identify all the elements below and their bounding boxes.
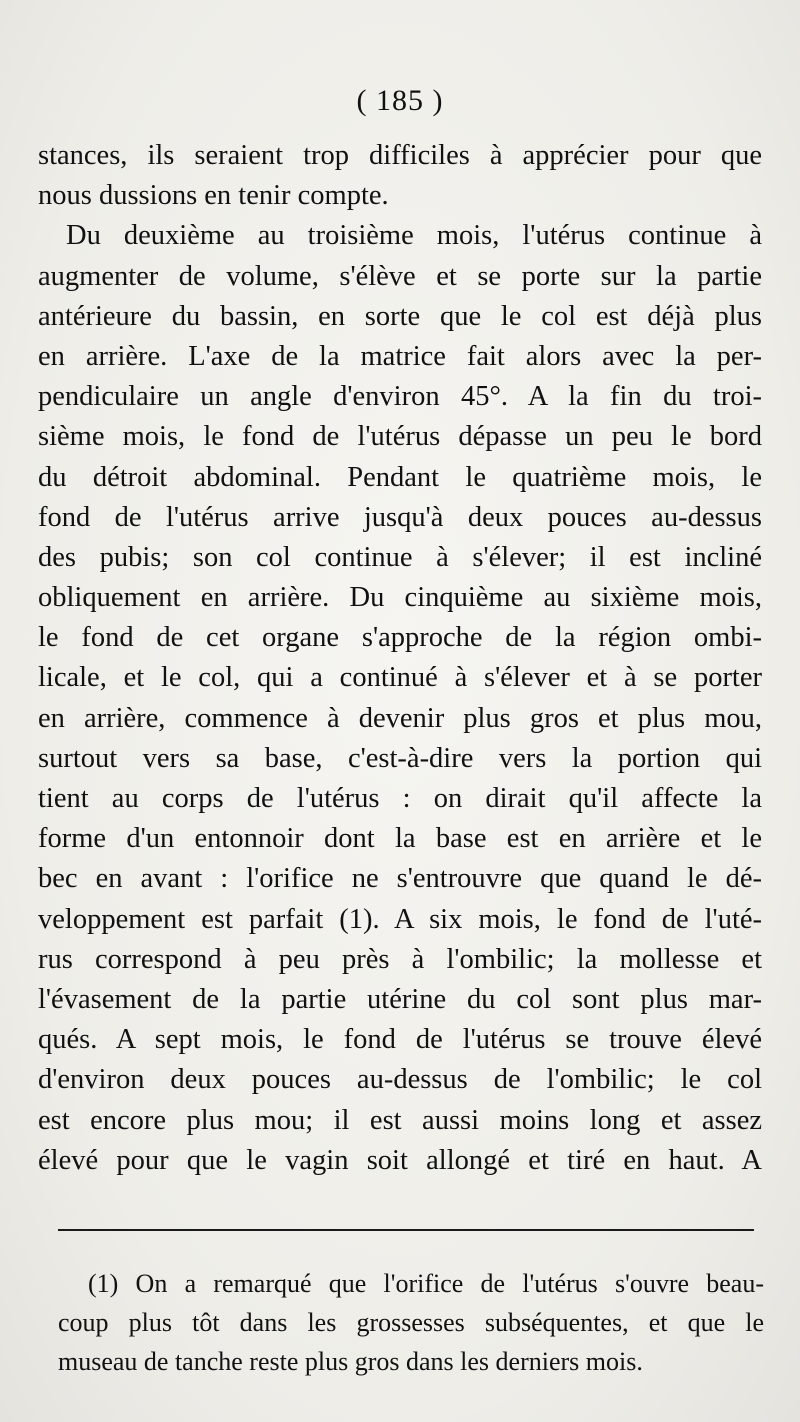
text-line: sième mois, le fond de l'utérus dépasse un peu le bord — [38, 421, 762, 453]
text-line: veloppement est parfait (1). A six mois, le fond de l'uté- — [38, 903, 762, 935]
text-line: antérieure du bassin, en sorte que le col est déjà plus — [38, 300, 762, 332]
text-line: obliquement en arrière. Du cinquième au sixième mois, — [38, 582, 762, 614]
footnote-line: (1) On a remarqué que l'orifice de l'utérus s'ouvre beau- — [88, 1269, 764, 1298]
text-line: l'évasement de la partie utérine du col sont plus mar- — [38, 983, 762, 1015]
text-line: augmenter de volume, s'élève et se porte sur la partie — [38, 260, 762, 292]
text-line: du détroit abdominal. Pendant le quatrième mois, le — [38, 461, 762, 493]
main-text — [38, 136, 762, 1181]
text-line: est encore plus mou; il est aussi moins long et assez — [38, 1104, 762, 1136]
text-line: des pubis; son col continue à s'élever; il est incliné — [38, 541, 762, 573]
text-line: le fond de cet organe s'approche de la région ombi- — [38, 622, 762, 654]
text-line: qués. A sept mois, le fond de l'utérus se trouve élevé — [38, 1024, 762, 1056]
text-line: d'environ deux pouces au-dessus de l'ombilic; le col — [38, 1064, 762, 1096]
text-line: pendiculaire un angle d'environ 45°. A la fin du troi- — [38, 381, 762, 413]
text-line: tient au corps de l'utérus : on dirait qu'il affecte la — [38, 783, 762, 814]
footnote-line: museau de tanche reste plus gros dans les derniers mois. — [58, 1347, 643, 1376]
text-line: fond de l'utérus arrive jusqu'à deux pouces au-dessus — [38, 501, 762, 533]
footnote — [58, 1264, 764, 1381]
footnote-line: coup plus tôt dans les grossesses subséquentes, et que le — [58, 1308, 764, 1337]
text-line: bec en avant : l'orifice ne s'entrouvre que quand le dé- — [38, 863, 762, 895]
text-line: Du deuxième au troisième mois, l'utérus continue à — [66, 220, 762, 252]
text-line: en arrière, commence à devenir plus gros et plus mou, — [38, 702, 762, 734]
text-line: licale, et le col, qui a continué à s'élever et à se porter — [38, 662, 762, 694]
text-line: forme d'un entonnoir dont la base est en arrière et le — [38, 823, 762, 855]
text-line: élevé pour que le vagin soit allongé et tiré en haut. A — [38, 1144, 762, 1176]
footnote-divider — [58, 1229, 754, 1231]
text-line: stances, ils seraient trop difficiles à apprécier pour que — [38, 140, 762, 171]
text-line: surtout vers sa base, c'est-à-dire vers la portion qui — [38, 742, 762, 774]
text-line: nous dussions en tenir compte. — [38, 180, 389, 212]
page-number: ( 185 ) — [356, 84, 444, 117]
text-line: en arrière. L'axe de la matrice fait alors avec la per- — [38, 340, 762, 372]
text-line: rus correspond à peu près à l'ombilic; la mollesse et — [38, 943, 762, 975]
